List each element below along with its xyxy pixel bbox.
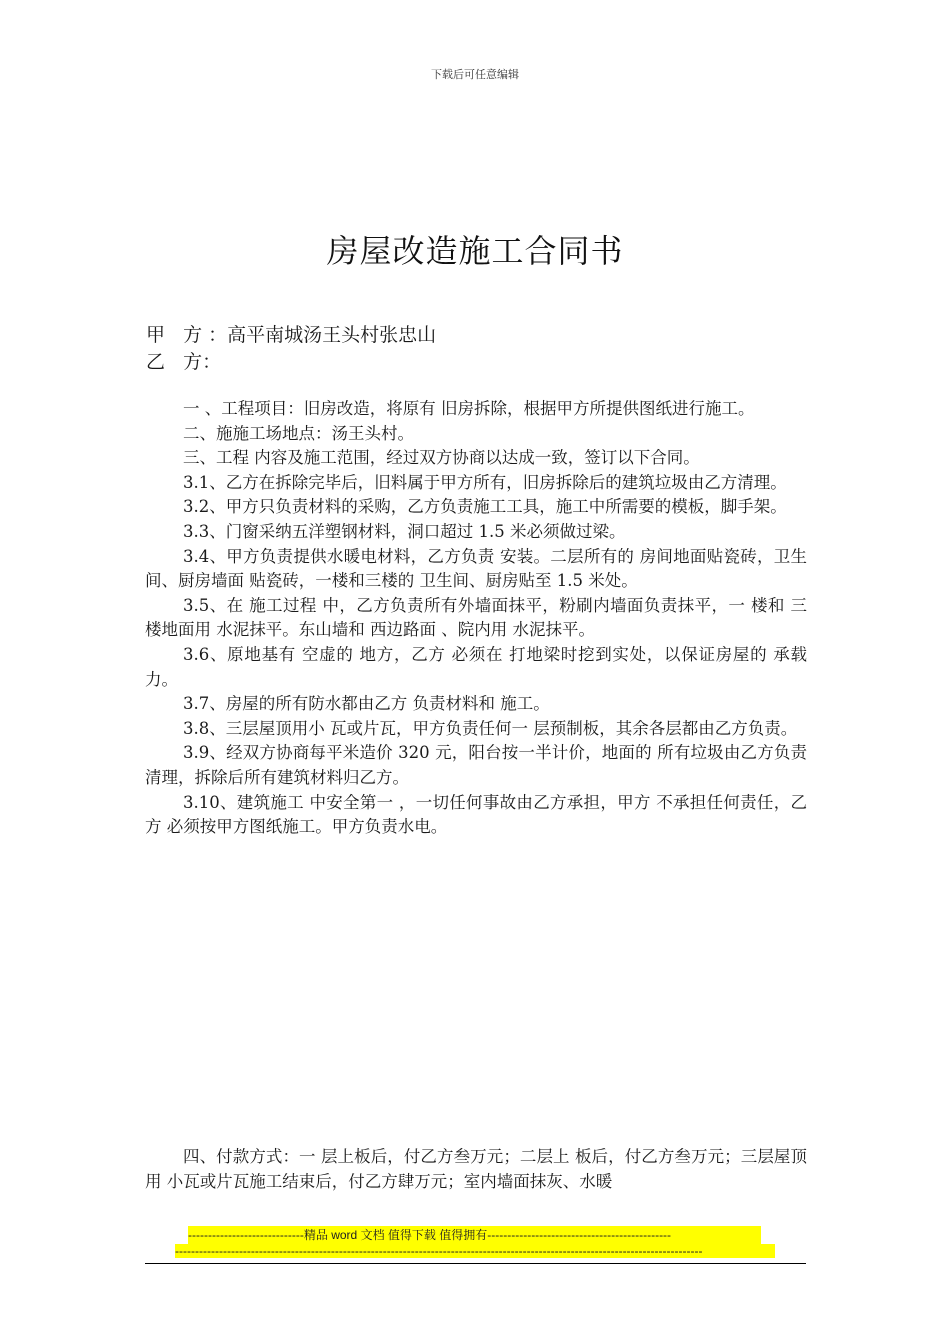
contract-clauses (145, 397, 807, 840)
clause-3-8: 3.8、三层屋顶用小 瓦或片瓦，甲方负责任何一 层预制板，其余各层都由乙方负责。 (183, 718, 798, 738)
document-title: 房屋改造施工合同书 (326, 232, 624, 270)
clause-3-3: 3.3、门窗采纳五洋塑钢材料，洞口超过 1.5 米必须做过梁。 (183, 521, 626, 541)
clause-3-9: 3.9、经双方协商每平米造价 320 元，阳台按一半计价，地面的 所有垃圾由乙方负责清理，拆除后所有建筑材料归乙方。 (145, 743, 807, 787)
clause-3-6: 3.6、原地基有 空虚的 地方，乙方 必须在 打地梁时挖到实处，以保证房屋的 承载力。 (145, 644, 807, 689)
clause-3-5: 3.5、在 施工过程 中，乙方负责所有外墙面抹平，粉刷内墙面负责抹平，一 楼和 三楼地面用 水泥抹平。东山墙和 西边路面 、院内用 水泥抹平。 (145, 595, 807, 640)
clause-3-4: 3.4、甲方负责提供水暖电材料，乙方负责 安装。二层所有的 房间地面贴瓷砖，卫生间、厨房墙面 贴瓷砖，一楼和三楼的 卫生间、厨房贴至 1.5 米处。 (145, 546, 807, 591)
header-note: 下载后可任意编辑 (431, 68, 519, 81)
payment-section (145, 1145, 807, 1194)
footer-dashes: ------------------------------------------------------------------------------------------------------------------------------------ (175, 1244, 775, 1258)
clause-3: 三、工程 内容及施工范围，经过双方协商以达成一致，签订以下合同。 (183, 448, 700, 468)
clause-3-2: 3.2、甲方只负责材料的采购，乙方负责施工工具，施工中所需要的模板，脚手架。 (183, 497, 787, 517)
clause-3-7: 3.7、房屋的所有防水都由乙方 负责材料和 施工。 (183, 694, 550, 714)
party-b: 乙 方： (146, 351, 222, 373)
parties-block (146, 322, 816, 376)
clause-3-1: 3.1、乙方在拆除完毕后，旧料属于甲方所有，旧房拆除后的建筑垃圾由乙方清理。 (183, 472, 787, 492)
party-a: 甲 方 ：高平南城汤王头村张忠山 (146, 324, 437, 346)
payment-clause: 四、付款方式：一 层上板后，付乙方叁万元；二层上 板后，付乙方叁万元；三层屋顶用 小瓦或片瓦施工结束后，付乙方肆万元；室内墙面抹灰、水暖 (145, 1147, 807, 1191)
footer-divider (145, 1263, 806, 1264)
clause-2: 二、施施工场地点：汤王头村。 (183, 423, 414, 443)
clause-1: 一 、工程项目：旧房改造，将原有 旧房拆除，根据甲方所提供图纸进行施工。 (183, 399, 755, 418)
clause-3-10: 3.10、建筑施工 中安全第一 ，一切任何事故由乙方承担，甲方 不承担任何责任，乙方 必须按甲方图纸施工。甲方负责水电。 (145, 792, 807, 837)
footer-banner: -----------------------------精品 word 文档 值得下载 值得拥有---------------------------------------------- (188, 1226, 761, 1244)
